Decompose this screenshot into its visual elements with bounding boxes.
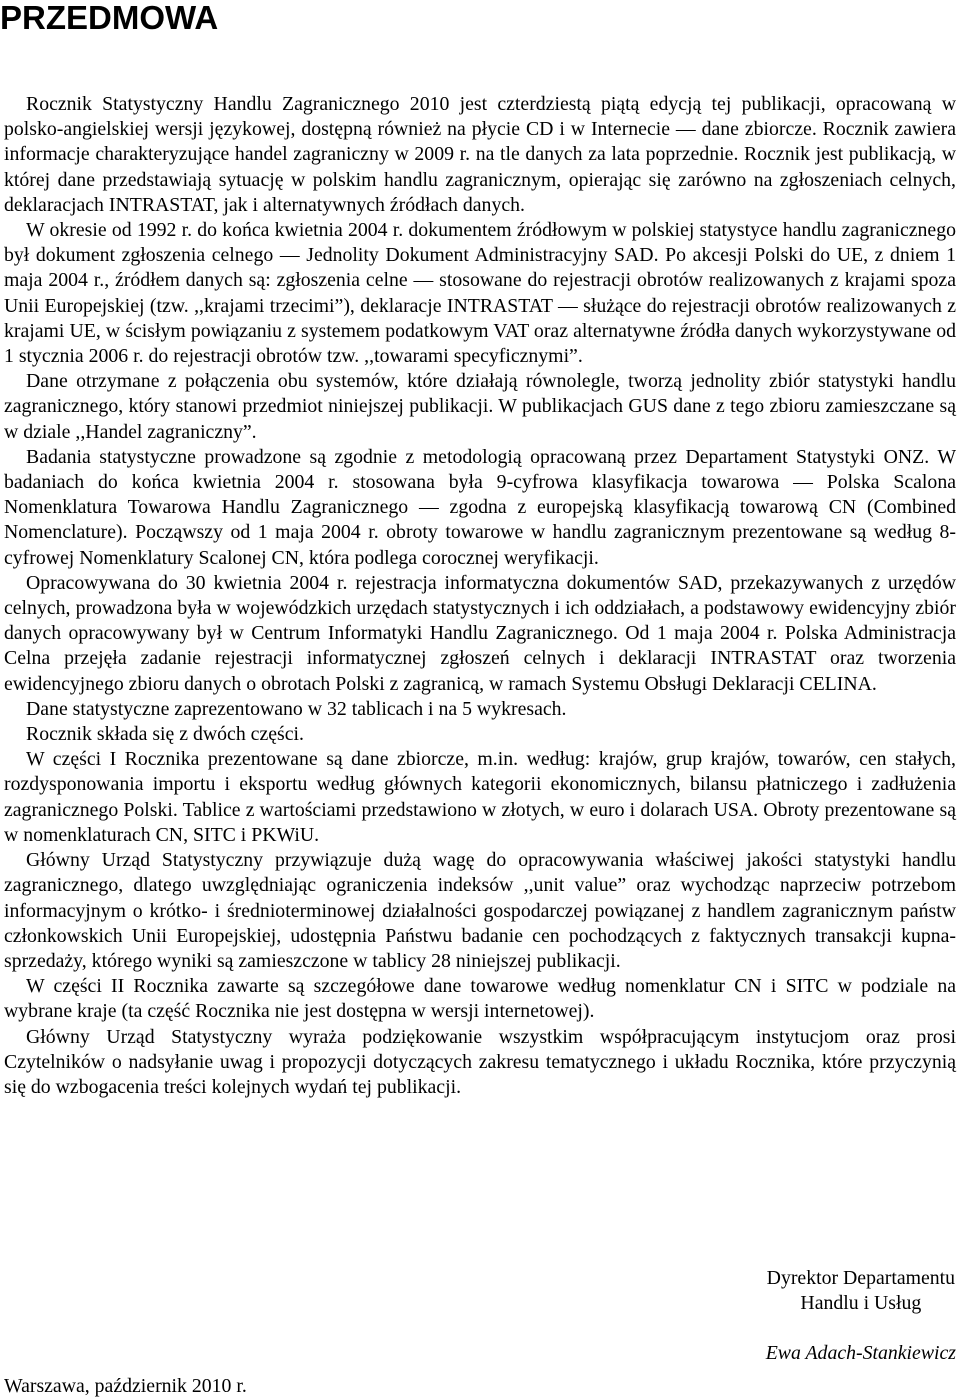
paragraph: W części II Rocznika zawarte są szczegółowe dane towarowe według nomenklatur CN i SITC w podziale na wybrane kraje (ta część Rocznika nie jest dostępna w wersji internetowej).	[4, 975, 956, 1023]
paragraph: Rocznik Statystyczny Handlu Zagranicznego 2010 jest czterdziestą piątą edycją tej publikacji, opracowaną w polsko-angielskiej wersji językowej, dostępną również na płycie CD i w Internecie — dane zbiorcze. Rocznik zawiera informacje charakteryzujące handel zagraniczny w 2009 r. na tle danych za lata poprzednie. Rocznik jest publikacją, w której dane przedstawiają sytuację w polskim handlu zagranicznym, opierając się zarówno na zgłoszeniach celnych, deklaracjach INTRASTAT, jak i alternatywnych źródłach danych.	[4, 93, 956, 216]
paragraph: Rocznik składa się z dwóch części.	[26, 723, 304, 746]
signatory-role: Dyrektor Departamentu	[766, 1267, 956, 1289]
paragraph: Dane statystyczne zaprezentowano w 32 tablicach i na 5 wykresach.	[26, 697, 567, 720]
page-title: PRZEDMOWA	[0, 0, 219, 36]
signatory-department: Handlu i Usług	[800, 1292, 922, 1315]
paragraph: Główny Urząd Statystyczny wyraża podziękowanie wszystkim współpracującym instytucjom oraz prosi Czytelników o nadsyłanie uwag i propozycji dotyczących zakresu tematycznego i układu Rocznika, które przyczynią się do wzbogacenia treści kolejnych wydań tej publikacji.	[4, 1025, 956, 1098]
paragraph: Badania statystyczne prowadzone są zgodnie z metodologią opracowaną przez Departament Statystyki ONZ. W badaniach do końca kwietnia 2004 r. stosowana była 9-cyfrowa klasyfikacja towarowa — Polska Scalona Nomenklatura Towarowa Handlu Zagranicznego — zgodna z europejską klasyfikacją towarową CN (Combined Nomenclature). Począwszy od 1 maja 2004 r. obroty towarowe w handlu zagranicznym prezentowane są według 8-cyfrowej Nomenklatury Scalonej CN, która podlega corocznej weryfikacji.	[4, 445, 956, 569]
preface-body	[4, 92, 956, 1100]
signatory-name: Ewa Adach-Stankiewicz	[765, 1342, 956, 1365]
place-and-date: Warszawa, październik 2010 r.	[4, 1375, 247, 1397]
paragraph: W okresie od 1992 r. do końca kwietnia 2004 r. dokumentem źródłowym w polskiej statystyce handlu zagranicznego był dokument zgłoszenia celnego — Jednolity Dokument Administracyjny SAD. Po akcesji Polski do UE, z dniem 1 maja 2004 r., źródłem danych są: zgłoszenia celne — stosowane do rejestracji obrotów realizowanych z krajami spoza Unii Europejskiej (tzw. ,,krajami trzecimi”), deklaracje INTRASTAT — służące do rejestracji obrotów realizowanych z krajami UE, w ścisłym powiązaniu z systemem podatkowym VAT oraz alternatywne źródła danych wykorzystywane od 1 stycznia 2006 r. do rejestracji obrotów tzw. ,,towarami specyficznymi”.	[4, 219, 956, 368]
paragraph: Opracowywana do 30 kwietnia 2004 r. rejestracja informatyczna dokumentów SAD, przekazywanych z urzędów celnych, prowadzona była w wojewódzkich urzędach statystycznych i ich oddziałach, a podstawowy ewidencyjny zbiór danych opracowywany był w Centrum Informatyki Handlu Zagranicznego. Od 1 maja 2004 r. Polska Administracja Celna przejęła zadanie rejestracji informatycznej zgłoszeń celnych i deklaracji INTRASTAT oraz tworzenia ewidencyjnego zbioru danych o obrotach Polski z zagranicą, w ramach Systemu Obsługi Deklaracji CELINA.	[4, 571, 956, 695]
signature-block	[766, 1266, 956, 1367]
paragraph: Dane otrzymane z połączenia obu systemów, które działają równolegle, tworzą jednolity zbiór statystyki handlu zagranicznego, który stanowi przedmiot niniejszej publikacji. W publikacjach GUS dane z tego zbioru zamieszczane są w dziale ,,Handel zagraniczny”.	[4, 370, 956, 443]
paragraph: W części I Rocznika prezentowane są dane zbiorcze, m.in. według: krajów, grup krajów, towarów, cen stałych, rozdysponowania importu i eksportu według głównych kategorii ekonomicznych, bilansu płatniczego i zadłużenia zagranicznego Polski. Tablice z wartościami przedstawiono w złotych, w euro i dolarach USA. Obroty prezentowane są w nomenklaturach CN, SITC i PKWiU.	[4, 748, 956, 846]
paragraph: Główny Urząd Statystyczny przywiązuje dużą wagę do opracowywania właściwej jakości statystyki handlu zagranicznego, dlatego uwzględniając ograniczenia indeksów ,,unit value” oraz wychodząc naprzeciw potrzebom informacyjnym o krótko- i średnioterminowej działalności gospodarczej powiązanej z handlem zagranicznym państw członkowskich Unii Europejskiej, udostępnia Państwu badanie cen pochodzących z faktycznych transakcji kupna-sprzedaży, którego wyniki są zamieszczone w tablicy 28 niniejszej publikacji.	[4, 849, 956, 972]
